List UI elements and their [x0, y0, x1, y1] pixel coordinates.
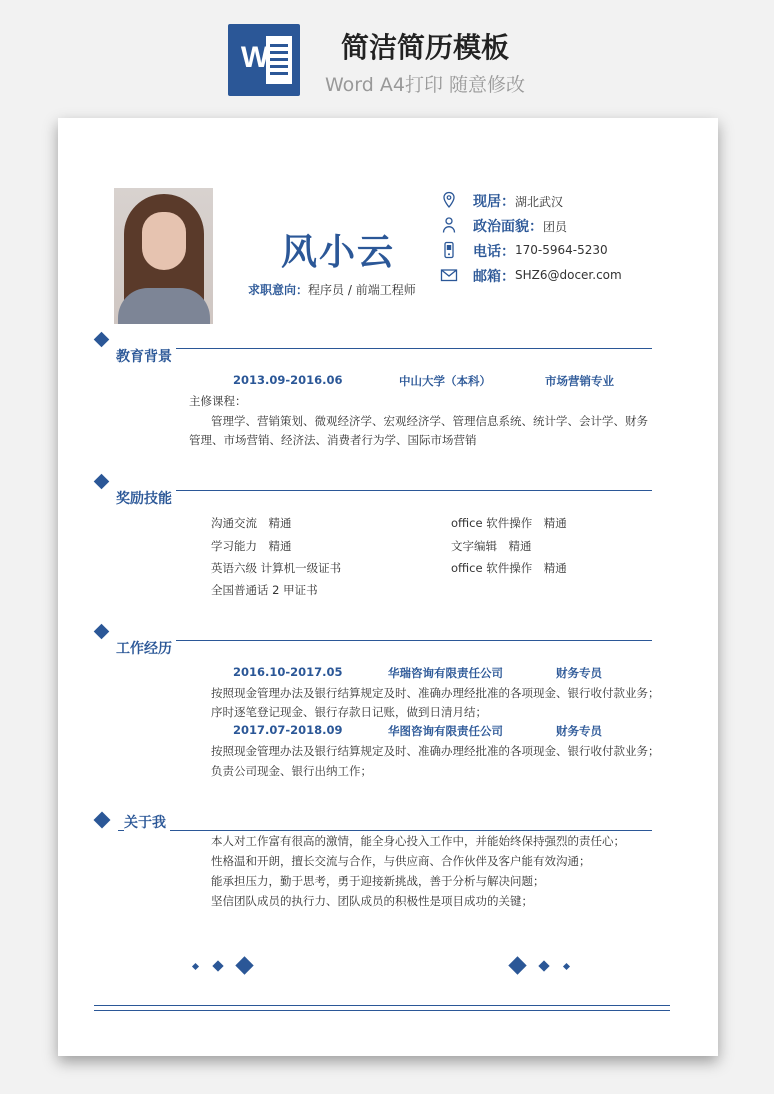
- education-school: 中山大学（本科）: [399, 374, 491, 388]
- footer-rule: [94, 1010, 670, 1011]
- job-period: 2016.10-2017.05: [233, 665, 343, 679]
- profile-photo: [114, 188, 213, 324]
- footer-rule: [94, 1005, 670, 1006]
- job-intent-label: 求职意向：: [248, 283, 309, 297]
- section-education: [96, 334, 656, 364]
- about-line: 本人对工作富有很高的激情，能全身心投入工作中，并能始终保持强烈的责任心；: [211, 834, 625, 848]
- section-diamond-icon: [94, 624, 110, 640]
- skill-item: 文字编辑 精通: [451, 539, 532, 553]
- phone-icon: [440, 241, 458, 259]
- skill-item: 英语六级 计算机一级证书: [211, 561, 342, 575]
- location-pin-icon: [440, 191, 458, 209]
- word-logo-letter: W: [240, 41, 270, 74]
- contact-phone-label: 电话：: [473, 244, 515, 260]
- about-line: 能承担压力，勤于思考，勇于迎接新挑战，善于分析与解决问题；: [211, 874, 545, 888]
- template-banner: [0, 0, 774, 110]
- education-major: 市场营销专业: [545, 374, 614, 388]
- banner-subtitle: Word A4打印 随意修改: [324, 74, 525, 96]
- section-title: 关于我: [124, 812, 170, 832]
- skill-item: 沟通交流 精通: [211, 516, 292, 530]
- section-title: 奖励技能: [116, 488, 176, 508]
- job-duty: 按照现金管理办法及银行结算规定及时、准确办理经批准的各项现金、银行收付款业务；: [211, 686, 660, 700]
- job-period: 2017.07-2018.09: [233, 723, 343, 737]
- section-diamond-icon: [94, 332, 110, 348]
- job-position: 财务专员: [556, 724, 602, 738]
- decor-diamond: [508, 956, 526, 974]
- contact-phone-value: 170-5964-5230: [515, 243, 608, 257]
- mail-icon: [440, 266, 458, 284]
- skill-item: office 软件操作 精通: [451, 516, 567, 530]
- job-intent: [248, 281, 416, 298]
- skill-item: 学习能力 精通: [211, 539, 292, 553]
- contact-email-label: 邮箱：: [473, 269, 515, 285]
- job-company: 华图咨询有限责任公司: [388, 724, 503, 738]
- contact-politics-label: 政治面貌：: [473, 219, 543, 235]
- education-period: 2013.09-2016.06: [233, 373, 343, 387]
- person-icon: [440, 216, 458, 234]
- resume-page: [58, 118, 718, 1056]
- courses-label: 主修课程：: [189, 394, 247, 408]
- contact-email-value: SHZ6@docer.com: [515, 268, 622, 282]
- section-diamond-icon: [94, 812, 111, 829]
- decor-diamond: [212, 960, 223, 971]
- courses-line: 管理学、营销策划、微观经济学、宏观经济学、管理信息系统、统计学、会计学、财务: [211, 414, 648, 428]
- decor-diamond: [235, 956, 253, 974]
- job-position: 财务专员: [556, 666, 602, 680]
- about-line: 坚信团队成员的执行力、团队成员的积极性是项目成功的关键；: [211, 894, 533, 908]
- skill-item: 全国普通话 2 甲证书: [211, 583, 318, 597]
- section-title: 教育背景: [116, 346, 176, 366]
- word-logo-icon: [228, 24, 300, 96]
- section-diamond-icon: [94, 474, 110, 490]
- about-line: 性格温和开朗，擅长交流与合作，与供应商、合作伙伴及客户能有效沟通；: [211, 854, 591, 868]
- banner-title: 简洁简历模板: [340, 31, 509, 64]
- section-skills: [96, 476, 656, 506]
- decor-diamond: [538, 960, 549, 971]
- contact-politics-value: 团员: [543, 220, 568, 234]
- skill-item: office 软件操作 精通: [451, 561, 567, 575]
- contact-location-label: 现居：: [473, 194, 515, 210]
- courses-line: 管理、市场营销、经济法、消费者行为学、国际市场营销: [189, 433, 477, 447]
- job-duty: 负责公司现金、银行出纳工作；: [211, 764, 372, 778]
- job-duty: 序时逐笔登记现金、银行存款日记账，做到日清月结；: [211, 705, 487, 719]
- job-company: 华瑞咨询有限责任公司: [388, 666, 503, 680]
- section-work: [96, 626, 656, 656]
- job-intent-value: 程序员 / 前端工程师: [308, 283, 416, 297]
- contact-location-value: 湖北武汉: [515, 195, 564, 209]
- job-duty: 按照现金管理办法及银行结算规定及时、准确办理经批准的各项现金、银行收付款业务；: [211, 744, 660, 758]
- section-title: 工作经历: [116, 638, 176, 658]
- candidate-name: 风小云: [280, 232, 395, 273]
- decor-diamond: [192, 963, 199, 970]
- decor-diamond: [563, 963, 570, 970]
